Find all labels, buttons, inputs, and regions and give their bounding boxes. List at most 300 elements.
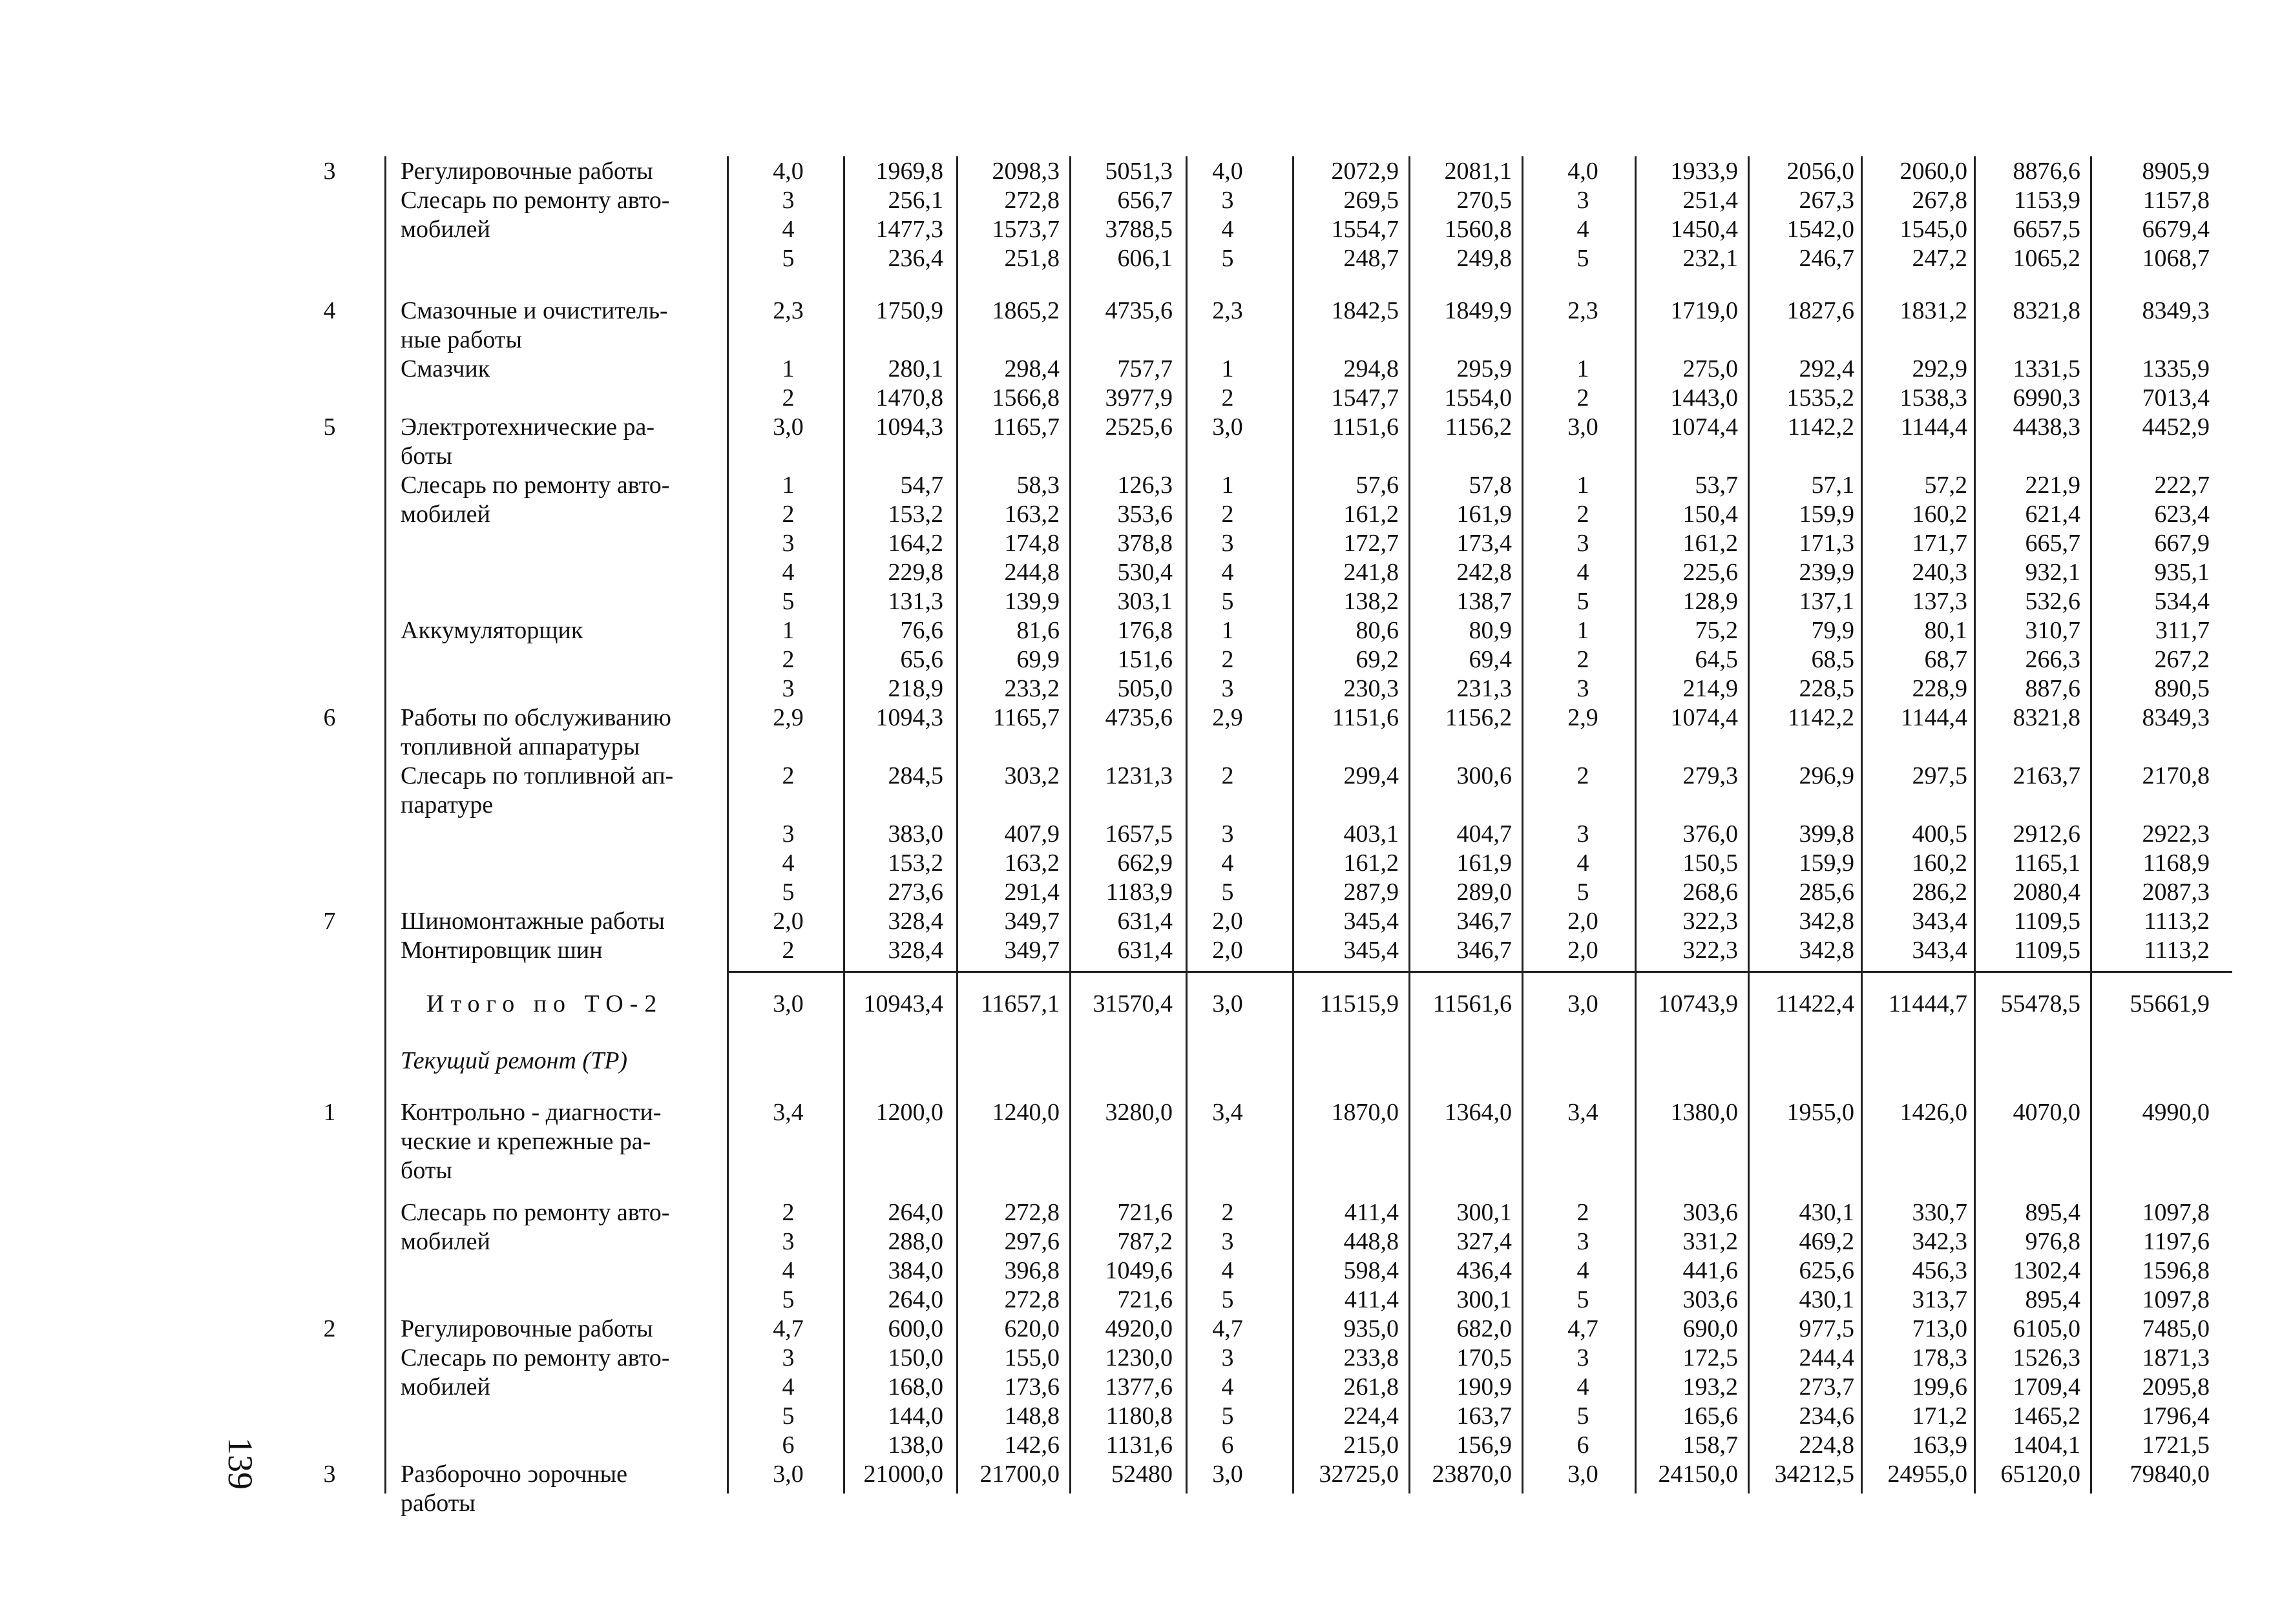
row-number: 2	[323, 1315, 336, 1342]
value-cell: 215,0	[1343, 1431, 1399, 1459]
table-row	[0, 1314, 2282, 1344]
value-cell: 8321,8	[2013, 297, 2080, 324]
value-cell: 5	[1221, 1402, 1234, 1430]
value-cell: 2	[1576, 762, 1589, 789]
row-number	[310, 383, 349, 413]
value-cell: 620,0	[1004, 1315, 1060, 1342]
work-name: боты	[401, 442, 452, 470]
value-cell: 139,9	[1004, 588, 1060, 615]
value-cell: 667,9	[2154, 530, 2210, 557]
value-cell: 221,9	[2025, 472, 2080, 499]
value-cell: 1157,8	[2142, 187, 2210, 214]
value-cell: 2	[1221, 762, 1234, 789]
value-cell	[1551, 732, 1615, 762]
value-cell: 4	[1221, 559, 1234, 586]
work-name: Контрольно - диагности-	[401, 1099, 662, 1126]
value-cell: 403,1	[1343, 820, 1399, 848]
value-cell: 4	[1221, 216, 1234, 243]
value-cell: 76,6	[900, 617, 943, 644]
value-cell: 272,8	[1004, 1286, 1060, 1313]
value-cell: 1560,8	[1444, 216, 1512, 243]
value-cell: 1573,7	[992, 216, 1060, 243]
work-name	[401, 1430, 724, 1460]
value-cell: 1554,7	[1331, 216, 1399, 243]
value-cell	[846, 325, 943, 355]
value-cell: 2,0	[1212, 937, 1243, 964]
value-cell: 890,5	[2154, 675, 2210, 702]
row-number: 4	[323, 297, 336, 324]
value-cell	[1861, 1156, 1967, 1185]
value-cell: 224,4	[1343, 1402, 1399, 1430]
value-cell: 1230,0	[1105, 1344, 1173, 1371]
table-row	[0, 1227, 2282, 1256]
value-cell: 199,6	[1912, 1373, 1967, 1400]
total-value-cell: 3,0	[1212, 990, 1243, 1017]
value-cell: 2,3	[1567, 297, 1598, 324]
table-row	[0, 325, 2282, 355]
value-cell: 279,3	[1682, 762, 1738, 789]
value-cell: 1197,6	[2142, 1228, 2210, 1255]
value-cell: 266,3	[2025, 646, 2080, 673]
value-cell: 6657,5	[2013, 216, 2080, 243]
value-cell: 887,6	[2025, 675, 2080, 702]
value-cell: 300,1	[1456, 1286, 1512, 1313]
value-cell: 1153,9	[2013, 187, 2080, 214]
value-cell	[1195, 441, 1260, 471]
value-cell: 155,0	[1004, 1344, 1060, 1371]
row-number	[310, 1488, 349, 1518]
value-cell: 6	[1576, 1431, 1589, 1459]
value-cell: 1566,8	[992, 384, 1060, 411]
value-cell: 173,4	[1456, 530, 1512, 557]
value-cell	[1635, 790, 1738, 820]
value-cell: 161,9	[1456, 849, 1512, 877]
work-name	[401, 383, 724, 413]
value-cell	[1551, 1156, 1615, 1185]
value-cell: 7013,4	[2142, 384, 2210, 411]
value-cell: 1535,2	[1786, 384, 1854, 411]
value-cell: 2	[782, 384, 795, 411]
value-cell: 295,9	[1456, 355, 1512, 382]
row-number: 6	[323, 704, 336, 731]
value-cell: 80,6	[1356, 617, 1399, 644]
section-title-row	[0, 1046, 2282, 1076]
total-value-cell: 55478,5	[2000, 990, 2080, 1017]
value-cell: 2,9	[773, 704, 804, 731]
value-cell: 1849,9	[1444, 297, 1512, 324]
value-cell: 264,0	[888, 1286, 943, 1313]
value-cell: 137,1	[1799, 588, 1854, 615]
value-cell: 224,8	[1799, 1431, 1854, 1459]
value-cell: 1165,7	[992, 413, 1060, 441]
value-cell: 292,4	[1799, 355, 1854, 382]
value-cell: 229,8	[888, 559, 943, 586]
value-cell: 298,4	[1004, 355, 1060, 382]
value-cell: 5	[1221, 245, 1234, 272]
table-row	[0, 1372, 2282, 1402]
value-cell: 1	[782, 472, 795, 499]
value-cell	[1635, 1488, 1738, 1518]
value-cell: 1074,4	[1670, 413, 1738, 441]
value-cell: 1709,4	[2013, 1373, 2080, 1400]
value-cell: 353,6	[1117, 501, 1173, 528]
value-cell: 285,6	[1799, 879, 1854, 906]
value-cell: 2,9	[1567, 704, 1598, 731]
work-name: Регулировочные работы	[401, 158, 653, 185]
value-cell: 1113,2	[2144, 937, 2210, 964]
row-number	[310, 645, 349, 674]
value-cell: 297,6	[1004, 1228, 1060, 1255]
value-cell: 1380,0	[1670, 1099, 1738, 1126]
value-cell: 4	[782, 1257, 795, 1284]
table-row	[0, 1198, 2282, 1227]
value-cell	[1195, 1156, 1260, 1185]
value-cell: 1142,2	[1787, 413, 1854, 441]
value-cell: 631,4	[1117, 937, 1173, 964]
value-cell: 300,6	[1456, 762, 1512, 789]
value-cell: 4	[782, 559, 795, 586]
value-cell	[1195, 1127, 1260, 1156]
value-cell: 1	[1221, 472, 1234, 499]
value-cell: 662,9	[1117, 849, 1173, 877]
value-cell: 1109,5	[2013, 908, 2080, 935]
value-cell: 322,3	[1682, 937, 1738, 964]
value-cell: 1335,9	[2142, 355, 2210, 382]
value-cell: 322,3	[1682, 908, 1738, 935]
value-cell: 249,8	[1456, 245, 1512, 272]
table-row	[0, 499, 2282, 529]
value-cell: 2170,8	[2142, 762, 2210, 789]
value-cell: 376,0	[1682, 820, 1738, 848]
value-cell: 1443,0	[1670, 384, 1738, 411]
value-cell: 239,9	[1799, 559, 1854, 586]
value-cell: 932,1	[2025, 559, 2080, 586]
value-cell	[1408, 441, 1512, 471]
value-cell: 328,4	[888, 937, 943, 964]
row-number	[310, 819, 349, 849]
value-cell: 3,0	[1212, 1461, 1243, 1488]
work-name: Слесарь по ремонту авто-	[401, 472, 670, 499]
value-cell	[1751, 732, 1854, 762]
value-cell: 292,9	[1912, 355, 1967, 382]
value-cell: 64,5	[1695, 646, 1738, 673]
value-cell	[846, 732, 943, 762]
value-cell: 349,7	[1004, 908, 1060, 935]
value-cell	[1751, 1156, 1854, 1185]
value-cell: 153,2	[888, 501, 943, 528]
value-cell	[1635, 1156, 1738, 1185]
value-cell: 240,3	[1912, 559, 1967, 586]
value-cell: 1165,7	[992, 704, 1060, 731]
value-cell: 171,2	[1912, 1402, 1967, 1430]
value-cell: 161,2	[1343, 849, 1399, 877]
value-cell	[1076, 732, 1173, 762]
value-cell: 236,4	[888, 245, 943, 272]
value-cell: 384,0	[888, 1257, 943, 1284]
value-cell	[1861, 1488, 1967, 1518]
value-cell	[963, 1127, 1060, 1156]
value-cell: 682,0	[1456, 1315, 1512, 1342]
value-cell: 1094,3	[875, 704, 943, 731]
value-cell: 68,7	[1924, 646, 1967, 673]
value-cell: 4	[1576, 1257, 1589, 1284]
table-row	[0, 1459, 2282, 1489]
value-cell: 8349,3	[2142, 704, 2210, 731]
work-name: паратуре	[401, 791, 494, 818]
table-row	[0, 877, 2282, 907]
table-row	[0, 819, 2282, 849]
value-cell: 158,7	[1682, 1431, 1738, 1459]
work-name: Шиномонтажные работы	[401, 908, 665, 935]
value-cell: 284,5	[888, 762, 943, 789]
value-cell: 3788,5	[1105, 216, 1173, 243]
work-name: топливной аппаратуры	[401, 733, 640, 760]
value-cell: 261,8	[1343, 1373, 1399, 1400]
row-number	[310, 790, 349, 820]
value-cell: 160,2	[1912, 849, 1967, 877]
value-cell: 2095,8	[2142, 1373, 2210, 1400]
value-cell: 1426,0	[1900, 1099, 1967, 1126]
value-cell: 267,2	[2154, 646, 2210, 673]
value-cell: 530,4	[1117, 559, 1173, 586]
value-cell: 297,5	[1912, 762, 1967, 789]
value-cell: 3	[1576, 820, 1589, 848]
value-cell: 303,6	[1682, 1286, 1738, 1313]
value-cell	[1977, 732, 2080, 762]
value-cell: 247,2	[1912, 245, 1967, 272]
value-cell: 976,8	[2025, 1228, 2080, 1255]
value-cell	[1076, 325, 1173, 355]
value-cell: 8905,9	[2142, 158, 2210, 185]
value-cell: 163,2	[1004, 501, 1060, 528]
value-cell	[1551, 441, 1615, 471]
value-cell: 244,8	[1004, 559, 1060, 586]
value-cell: 407,9	[1004, 820, 1060, 848]
value-cell: 161,2	[1682, 530, 1738, 557]
value-cell: 267,8	[1912, 187, 1967, 214]
value-cell: 1165,1	[2013, 849, 2080, 877]
value-cell: 383,0	[888, 820, 943, 848]
value-cell	[1861, 1127, 1967, 1156]
work-name: Регулировочные работы	[401, 1315, 653, 1342]
table-row	[0, 156, 2282, 186]
value-cell: 299,4	[1343, 762, 1399, 789]
total-value-cell: 10743,9	[1658, 990, 1738, 1017]
value-cell: 2,9	[1212, 704, 1243, 731]
value-cell: 268,6	[1682, 879, 1738, 906]
value-cell: 2081,1	[1444, 158, 1512, 185]
value-cell: 1	[1576, 617, 1589, 644]
value-cell: 8321,8	[2013, 704, 2080, 731]
value-cell: 151,6	[1117, 646, 1173, 673]
value-cell: 6	[782, 1431, 795, 1459]
row-number	[310, 1343, 349, 1373]
row-number	[310, 325, 349, 355]
value-cell: 5	[1221, 588, 1234, 615]
work-name	[401, 645, 724, 674]
value-cell: 34212,5	[1774, 1461, 1854, 1488]
value-cell	[963, 1156, 1060, 1185]
value-cell: 396,8	[1004, 1257, 1060, 1284]
table-row	[0, 616, 2282, 645]
value-cell: 436,4	[1456, 1257, 1512, 1284]
value-cell: 150,0	[888, 1344, 943, 1371]
value-cell: 1547,7	[1331, 384, 1399, 411]
row-number	[310, 616, 349, 645]
value-cell	[1076, 1127, 1173, 1156]
value-cell	[1289, 325, 1399, 355]
row-number	[310, 1198, 349, 1227]
value-cell: 228,5	[1799, 675, 1854, 702]
table-row	[0, 848, 2282, 878]
value-cell: 5	[1576, 879, 1589, 906]
value-cell: 1	[1221, 617, 1234, 644]
value-cell: 228,9	[1912, 675, 1967, 702]
value-cell	[756, 1156, 821, 1185]
value-cell: 4	[1576, 849, 1589, 877]
total-value-cell: 11422,4	[1775, 990, 1854, 1017]
value-cell: 456,3	[1912, 1257, 1967, 1284]
value-cell: 3280,0	[1105, 1099, 1173, 1126]
value-cell: 313,7	[1912, 1286, 1967, 1313]
work-name	[401, 877, 724, 907]
row-number	[310, 244, 349, 273]
value-cell: 3977,9	[1105, 384, 1173, 411]
value-cell: 1870,0	[1331, 1099, 1399, 1126]
value-cell	[963, 790, 1060, 820]
value-cell: 161,2	[1343, 501, 1399, 528]
value-cell	[1076, 790, 1173, 820]
value-cell: 6	[1221, 1431, 1234, 1459]
table-row	[0, 761, 2282, 791]
value-cell: 53,7	[1695, 472, 1738, 499]
row-number: 5	[323, 413, 336, 441]
table-row	[0, 1127, 2282, 1156]
value-cell	[1751, 1127, 1854, 1156]
value-cell: 21700,0	[979, 1461, 1060, 1488]
value-cell: 2,3	[773, 297, 804, 324]
value-cell: 1831,2	[1900, 297, 1967, 324]
value-cell: 4,0	[773, 158, 804, 185]
value-cell: 3	[1221, 675, 1234, 702]
value-cell: 190,9	[1456, 1373, 1512, 1400]
row-number	[310, 761, 349, 791]
value-cell: 150,5	[1682, 849, 1738, 877]
work-name	[401, 528, 724, 558]
value-cell	[2093, 732, 2210, 762]
value-cell: 1097,8	[2142, 1199, 2210, 1226]
value-cell: 2525,6	[1105, 413, 1173, 441]
value-cell: 248,7	[1343, 245, 1399, 272]
total-value-cell: 11515,9	[1319, 990, 1399, 1017]
value-cell: 3	[1576, 530, 1589, 557]
value-cell: 1933,9	[1670, 158, 1738, 185]
value-cell: 1842,5	[1331, 297, 1399, 324]
value-cell: 1168,9	[2142, 849, 2210, 877]
row-number: 3	[323, 158, 336, 185]
value-cell: 3,0	[1567, 413, 1598, 441]
value-cell: 2,3	[1212, 297, 1243, 324]
value-cell: 346,7	[1456, 908, 1512, 935]
row-number	[310, 528, 349, 558]
value-cell	[1751, 441, 1854, 471]
value-cell: 1151,6	[1332, 704, 1399, 731]
value-cell: 343,4	[1912, 908, 1967, 935]
section-title: Текущий ремонт (ТР)	[401, 1047, 628, 1074]
value-cell: 3,0	[773, 1461, 804, 1488]
value-cell	[1861, 732, 1967, 762]
work-name	[401, 1285, 724, 1315]
row-number	[310, 1227, 349, 1256]
value-cell: 69,4	[1469, 646, 1512, 673]
value-cell: 3	[1576, 187, 1589, 214]
value-cell: 1142,2	[1787, 704, 1854, 731]
value-cell	[963, 732, 1060, 762]
value-cell: 4	[1221, 849, 1234, 877]
value-cell: 621,4	[2025, 501, 2080, 528]
value-cell: 3	[782, 187, 795, 214]
value-cell	[1977, 1156, 2080, 1185]
value-cell: 57,8	[1469, 472, 1512, 499]
value-cell: 4	[1576, 1373, 1589, 1400]
value-cell: 80,9	[1469, 617, 1512, 644]
value-cell: 65,6	[900, 646, 943, 673]
row-number	[310, 935, 349, 965]
value-cell: 430,1	[1799, 1286, 1854, 1313]
value-cell: 264,0	[888, 1199, 943, 1226]
value-cell: 4,7	[773, 1315, 804, 1342]
value-cell	[756, 732, 821, 762]
value-cell	[963, 1488, 1060, 1518]
value-cell: 8876,6	[2013, 158, 2080, 185]
value-cell: 1796,4	[2142, 1402, 2210, 1430]
value-cell: 5	[782, 1402, 795, 1430]
value-cell: 303,6	[1682, 1199, 1738, 1226]
value-cell	[1289, 790, 1399, 820]
row-number: 3	[323, 1461, 336, 1488]
value-cell: 656,7	[1117, 187, 1173, 214]
value-cell: 469,2	[1799, 1228, 1854, 1255]
table-row	[0, 412, 2282, 442]
value-cell: 5	[782, 245, 795, 272]
value-cell: 2	[1576, 384, 1589, 411]
row-number	[310, 1127, 349, 1156]
row-number: 7	[323, 908, 336, 935]
work-name: боты	[401, 1157, 452, 1184]
value-cell: 5	[1576, 1286, 1589, 1313]
value-cell: 286,2	[1912, 879, 1967, 906]
value-cell	[1408, 790, 1512, 820]
value-cell	[1408, 732, 1512, 762]
value-cell: 2060,0	[1900, 158, 1967, 185]
value-cell: 3	[1576, 1228, 1589, 1255]
value-cell: 3	[782, 675, 795, 702]
value-cell: 4,0	[1212, 158, 1243, 185]
value-cell	[756, 1488, 821, 1518]
work-name: Смазочные и очиститель-	[401, 297, 668, 324]
value-cell: 178,3	[1912, 1344, 1967, 1371]
table-row	[0, 557, 2282, 587]
value-cell: 606,1	[1117, 245, 1173, 272]
table-row	[0, 645, 2282, 674]
value-cell: 2	[782, 501, 795, 528]
value-cell: 3,0	[1212, 413, 1243, 441]
value-cell: 3	[1576, 675, 1589, 702]
value-cell: 1113,2	[2144, 908, 2210, 935]
value-cell: 296,9	[1799, 762, 1854, 789]
value-cell: 2080,4	[2013, 879, 2080, 906]
row-number	[310, 441, 349, 471]
